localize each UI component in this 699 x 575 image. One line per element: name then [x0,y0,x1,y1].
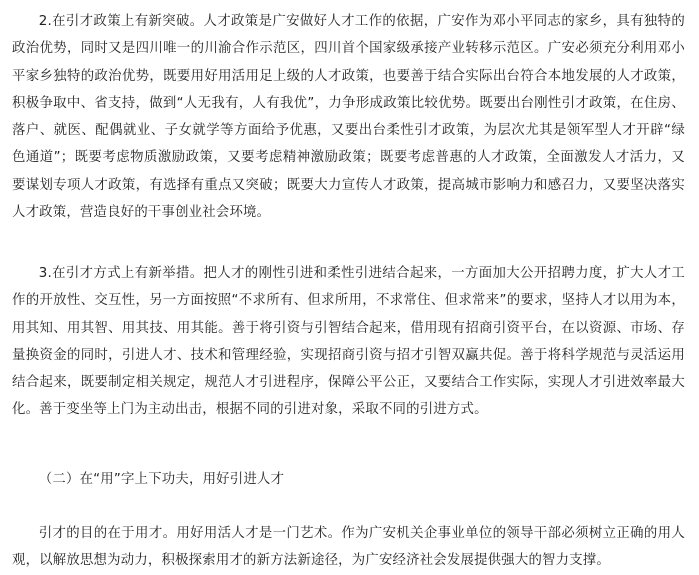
paragraph-closing: 引才的目的在于用才。用好用活人才是一门艺术。作为广安机关企事业单位的领导干部必须树立正确的用人观，以解放思想为动力，积极探索用才的新方法新途径，为广安经济社会发展提供强大的智力支撑。 [12,526,685,569]
paragraph-methods: 3.在引才方式上有新举措。把人才的刚性引进和柔性引进结合起来，一方面加大公开招聘力度，扩大人才工作的开放性、交互性，另一方面按照“不求所有、但求所用，不求常住、但求常来”的要求，坚持人才以用为本，用其知、用其智、用其技、用其能。善于将引资与引智结合起来，借用现有招商引资平台，在以资源、市场、存量换资金的同时，引进人才、技术和管理经验，实现招商引资与招才引智双赢共促。善于将科学规范与灵活运用结合起来，既要制定相关规定，规范人才引进程序，保障公平公正，又要结合工作实际，实现人才引进效率最大化。善于变坐等上门为主动出击，根据不同的引进对象，采取不同的引进方式。 [12,266,685,418]
section-heading: （二）在“用”字上下功夫，用好引进人才 [38,472,285,487]
paragraph-policy: 2.在引才政策上有新突破。人才政策是广安做好人才工作的依据，广安作为邓小平同志的家乡，具有独特的政治优势，同时又是四川唯一的川渝合作示范区，四川首个国家级承接产业转移示范区。广安必须充分利用邓小平家乡独特的政治优势，既要用好用活用足上级的人才政策，也要善于结合实际出台符合本地发展的人才政策，积极争取中、省支持，做到“人无我有，人有我优”，力争形成政策比较优势。既要出台刚性引才政策，在住房、落户、就医、配偶就业、子女就学等方面给予优惠，又要出台柔性引才政策，为层次尤其是领军型人才开辟“绿色通道”；既要考虑物质激励政策，又要考虑精神激励政策；既要考虑普惠的人才政策，全面激发人才活力，又要谋划专项人才政策，有选择有重点又突破；既要大力宣传人才政策，提高城市影响力和感召力，又要坚决落实人才政策，营造良好的干事创业社会环境。 [12,14,685,221]
